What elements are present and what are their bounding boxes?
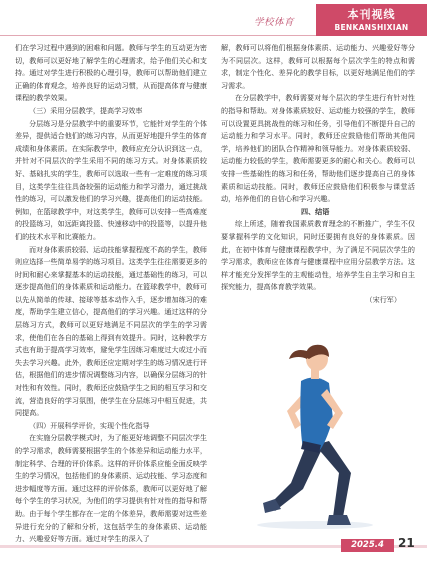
subheading: （四）开展科学评价，实现个性化指导: [29, 420, 150, 430]
ponytail: [289, 350, 307, 359]
section-label: 学校体育: [254, 17, 295, 28]
left-text-column: [15, 42, 207, 546]
author-name: （宋行军）: [365, 294, 401, 304]
issue-badge: 2025.4: [341, 539, 394, 552]
ground-shadow: [257, 521, 373, 529]
shirt: [300, 377, 333, 451]
back-leg: [269, 443, 321, 511]
paragraph: 综上所述，随着我国素质教育理念的不断推广，学生不仅要掌握科学的文化知识，同时还要拥有良好的身体素质。因此，在初中体育与健康课程教学中，为了满足不同层次学生的学习需求，教师应在体育与健康课程中应用分层教学方法。这样才能充分发挥学生的主观能动性，培养学生自主学习和自主探究能力，提高体育教学效果。: [221, 219, 415, 292]
column-badge: [316, 4, 427, 36]
paragraph: 在分层教学中，教师需要对每个层次的学生进行有针对性的指导和帮助。对身体素质较好、运动能力较强的学生，教师可以设置更具挑战性的练习和任务，引导他们不断提升自己的运动能力和学习水平。同时，教师还应鼓励他们帮助其他同学，培养他们的团队合作精神和领导能力。对身体素质较弱、运动能力较低的学生，教师需要更多的耐心和关心。教师可以安排一些基础性的练习和任务，帮助他们逐步提高自己的身体素质和运动技能。同时，教师还应鼓励他们积极参与课堂活动，培养他们的自信心和学习兴趣。: [221, 93, 415, 204]
front-leg: [315, 441, 351, 517]
column-title-pinyin: BENKANSHIXIAN: [334, 23, 409, 32]
paragraph: 而对身体素质较弱、运动技能掌握程度不高的学生，教师则应选择一些简单易学的练习项目。这类学生往往需要更多的时间和耐心来掌握基本的运动技能，通过基础性的练习，可以逐步提高他们的身体素质和运动能力。在篮球教学中，教师可以先从简单的传球、接球等基本动作入手，逐步增加练习的难度，帮助学生建立信心，提高他们的学习兴趣。通过这样的分层练习方式，教师可以更好地满足不同层次的学生的学习需求，使他们在各自的基础上得到有效提升。同时，这种教学方式也有助于提高学习效率，避免学生因练习难度过大或过小而失去学习兴趣。此外，教师还应定期对学生的练习情况进行评估，根据他们的进步情况调整练习内容，以确保分层练习的针对性和有效性。同时，教师还应鼓励学生之间的相互学习和交流，营造良好的学习氛围，使学生在分层练习中相互促进，共同提高。: [15, 244, 207, 418]
running-woman-illustration: [229, 333, 397, 533]
page-number: 21: [398, 536, 415, 550]
subheading: （三）采用分层教学，提高学习效率: [29, 105, 143, 115]
front-shoe: [327, 515, 351, 525]
right-text-column: [221, 42, 415, 306]
column-title: 本刊视线: [347, 8, 396, 21]
paragraph: 们在学习过程中遇到的困难和问题。教师与学生的互动更为密切，教师可以更好地了解学生的心理需求，给予他们关心和支持。通过对学生进行积极的心理引导，教师可以帮助他们建立正确的体育观念，培养良好的运动习惯，从而提高体育与健康课程的教学效果。: [15, 43, 207, 103]
conclusion-heading: 四、结语: [301, 206, 330, 216]
paragraph: 解，教师可以将他们根据身体素质、运动能力、兴趣爱好等分为不同层次。这样，教师可以根据每个层次学生的特点和需求，制定个性化、差异化的教学目标，以更好地满足他们的学习需求。: [221, 43, 415, 90]
paragraph: 分层练习是分层教学中的重要环节，它能针对学生的个体差异，提供适合他们的练习内容，从而更好地提升学生的体育成绩和身体素质。在实际教学中，教师应充分认识到这一点，并针对不同层次的学生采用不同的练习方式。对身体素质较好、基础扎实的学生，教师可以选取一些有一定难度的练习项目，这类学生往往具备较强的运动能力和学习潜力，通过挑战性的练习，可以激发他们的学习兴趣，提高他们的运动技能。例如，在篮球教学中，对这类学生，教师可以安排一些高难度的投篮练习，如远距离投篮、快速移动中的投篮等，以提升他们的技术水平和比赛能力。: [15, 118, 207, 241]
paragraph: 在实施分层教学模式时，为了能更好地调整不同层次学生的学习需求，教师需要根据学生的个体差异和运动能力水平，制定科学、合理的评价体系。这样的评价体系应能全面反映学生的学习情况，包括他们的身体素质、运动技能、学习态度和进步幅度等方面。通过这样的评价体系，教师可以更好地了解每个学生的学习状况，为他们的学习提供有针对性的指导和帮助。由于每个学生都存在一定的个体差异，教师需要对这些差异进行充分的了解和分析，这包括学生的身体素质、运动能力、兴趣爱好等方面。通过对学生的深入了: [15, 433, 207, 544]
